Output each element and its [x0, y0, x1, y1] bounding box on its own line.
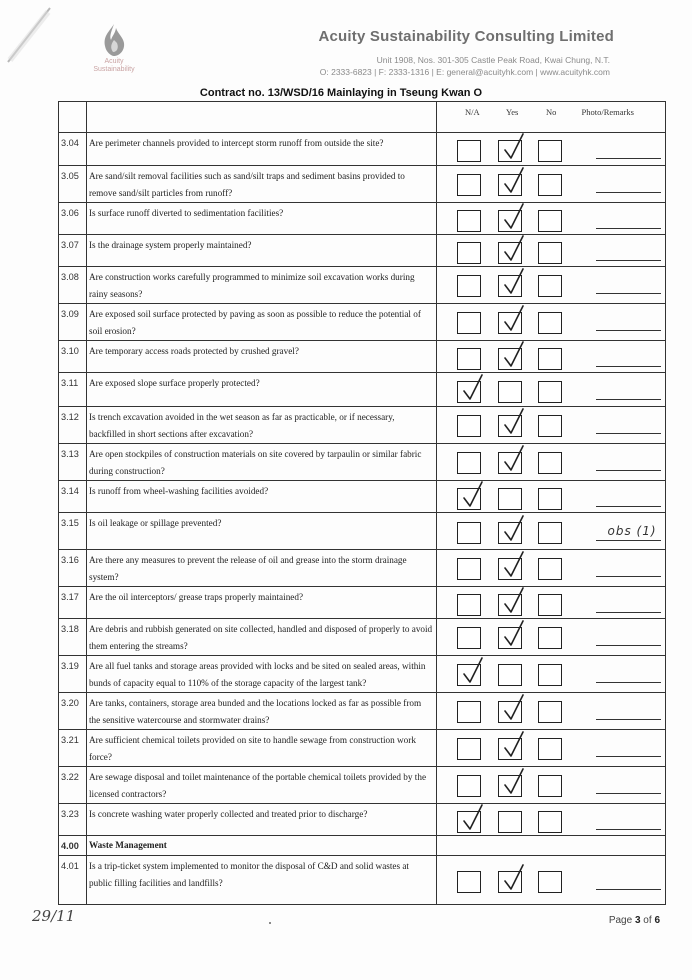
checkbox-na[interactable]: [457, 140, 481, 162]
checkbox-yes[interactable]: [498, 488, 522, 510]
remark-line[interactable]: [596, 366, 662, 367]
answer-checkboxes: [437, 730, 592, 767]
handwritten-date: 29/11: [32, 907, 76, 925]
answer-checkboxes: [437, 513, 592, 550]
tick-mark-icon: [501, 730, 527, 760]
checkbox-no[interactable]: [538, 738, 562, 760]
header-remarks-cell: [581, 102, 666, 133]
item-number: 3.11: [59, 373, 87, 407]
item-question: Are exposed slope surface properly protected?: [87, 373, 437, 407]
tick-mark-icon: [501, 693, 527, 723]
checkbox-na[interactable]: [457, 312, 481, 334]
item-number: 3.19: [59, 656, 87, 693]
logo-text-line-2: Sustainability: [93, 66, 135, 73]
remark-line[interactable]: [596, 433, 662, 434]
table-row: [59, 619, 666, 656]
table-row: [59, 656, 666, 693]
section-title: Waste Management: [87, 836, 437, 856]
item-number: 3.05: [59, 166, 87, 203]
remark-line[interactable]: [596, 470, 662, 471]
answer-checkboxes: [437, 693, 592, 730]
table-row: [59, 235, 666, 267]
item-number: 3.15: [59, 513, 87, 550]
answer-checkboxes: [437, 856, 592, 905]
answer-checkboxes: [437, 166, 592, 203]
tick-mark-icon: [501, 863, 527, 893]
item-number: 3.23: [59, 804, 87, 836]
answer-checkboxes: [437, 550, 592, 587]
answer-checkboxes: [437, 619, 592, 656]
tick-mark-icon: [501, 166, 527, 196]
page-corner-fold-mark: [4, 4, 52, 64]
remark-cell: [592, 587, 666, 619]
checkbox-na[interactable]: [457, 627, 481, 649]
logo-text-line-1: Acuity: [104, 58, 124, 65]
remark-line[interactable]: [596, 719, 662, 720]
checkbox-no[interactable]: [538, 522, 562, 544]
remark-cell: [592, 267, 666, 304]
checkbox-yes[interactable]: [498, 594, 522, 616]
tick-mark-icon: [501, 444, 527, 474]
header-na-label: N/A: [465, 107, 480, 117]
table-row: [59, 133, 666, 166]
section-empty-remark: [592, 836, 666, 856]
checkbox-yes[interactable]: [498, 174, 522, 196]
item-number: 3.09: [59, 304, 87, 341]
handwritten-remark: obs (1): [607, 524, 657, 538]
table-row: [59, 693, 666, 730]
answer-checkboxes: [437, 587, 592, 619]
table-row: [59, 804, 666, 836]
tick-mark-icon: [501, 619, 527, 649]
checkbox-yes[interactable]: [498, 811, 522, 833]
table-row: [59, 407, 666, 444]
remark-cell: [592, 550, 666, 587]
checkbox-no[interactable]: [538, 174, 562, 196]
tick-mark-icon: [501, 514, 527, 544]
remark-line[interactable]: [596, 829, 662, 830]
remark-cell: [592, 407, 666, 444]
checkbox-na[interactable]: [457, 242, 481, 264]
checkbox-no[interactable]: [538, 775, 562, 797]
answer-checkboxes: [437, 304, 592, 341]
page-prefix: Page: [608, 915, 635, 926]
remark-line[interactable]: [596, 293, 662, 294]
answer-checkboxes: [437, 767, 592, 804]
tick-mark-icon: [501, 304, 527, 334]
checkbox-no[interactable]: [538, 415, 562, 437]
remark-cell: [592, 481, 666, 513]
item-number: 3.20: [59, 693, 87, 730]
checkbox-no[interactable]: [538, 381, 562, 403]
checkbox-no[interactable]: [538, 627, 562, 649]
remark-cell: [592, 767, 666, 804]
header-check-cell: [437, 102, 592, 133]
item-question: Is runoff from wheel-washing facilities avoided?: [87, 481, 437, 513]
checklist-table: [58, 101, 666, 905]
item-number: 3.16: [59, 550, 87, 587]
answer-checkboxes: [437, 481, 592, 513]
table-row: [59, 481, 666, 513]
table-row: [59, 767, 666, 804]
table-row: [59, 587, 666, 619]
checkbox-na[interactable]: [457, 275, 481, 297]
remark-cell: [592, 373, 666, 407]
table-row: [59, 513, 666, 550]
checkbox-no[interactable]: [538, 210, 562, 232]
checkbox-no[interactable]: [538, 488, 562, 510]
checkbox-yes[interactable]: [498, 558, 522, 580]
checkbox-na[interactable]: [457, 871, 481, 893]
remark-cell: [592, 804, 666, 836]
remark-line[interactable]: [596, 793, 662, 794]
item-question: Is surface runoff diverted to sedimentation facilities?: [87, 203, 437, 235]
logo-flame-icon: [99, 22, 129, 58]
remark-line[interactable]: [596, 192, 662, 193]
footer-dot: [269, 922, 271, 924]
checkbox-yes[interactable]: [498, 775, 522, 797]
header-no-label: No: [546, 107, 557, 117]
item-question: Are exposed soil surface protected by paving as soon as possible to reduce the potential of soil erosion?: [87, 304, 437, 341]
checkbox-na[interactable]: [457, 210, 481, 232]
checkbox-yes[interactable]: [498, 210, 522, 232]
item-question: Are the oil interceptors/ grease traps properly maintained?: [87, 587, 437, 619]
item-question: Are tanks, containers, storage area bunded and the locations locked as far as possible from the sensitive watercourse and stormwater drains?: [87, 693, 437, 730]
header-no-cell: [59, 102, 87, 133]
remark-cell: [592, 133, 666, 166]
remark-cell: [592, 166, 666, 203]
tick-mark-icon: [501, 407, 527, 437]
table-row: [59, 373, 666, 407]
company-name: Acuity Sustainability Consulting Limited: [318, 28, 614, 45]
item-number: 3.10: [59, 341, 87, 373]
checkbox-na[interactable]: [457, 664, 481, 686]
checkbox-no[interactable]: [538, 664, 562, 686]
answer-checkboxes: [437, 203, 592, 235]
remark-line[interactable]: [596, 682, 662, 683]
checkbox-yes[interactable]: [498, 242, 522, 264]
header-yes-label: Yes: [506, 107, 519, 117]
answer-checkboxes: [437, 804, 592, 836]
remark-line[interactable]: [596, 889, 662, 890]
remark-line[interactable]: [596, 612, 662, 613]
table-row: [59, 166, 666, 203]
answer-checkboxes: [437, 656, 592, 693]
table-row: [59, 730, 666, 767]
item-number: 3.12: [59, 407, 87, 444]
contract-title: Contract no. 13/WSD/16 Mainlaying in Tseung Kwan O: [199, 87, 483, 99]
remark-line[interactable]: [596, 506, 662, 507]
item-number: 3.04: [59, 133, 87, 166]
header-question-cell: [87, 102, 437, 133]
remark-cell: [592, 856, 666, 905]
item-question: Are sand/silt removal facilities such as sand/silt traps and sediment basins provided to remove sand/silt particles from runoff?: [87, 166, 437, 203]
checkbox-na[interactable]: [457, 775, 481, 797]
answer-checkboxes: [437, 133, 592, 166]
checkbox-yes[interactable]: [498, 738, 522, 760]
page-number: [560, 915, 660, 926]
checkbox-yes[interactable]: [498, 627, 522, 649]
remark-line[interactable]: [596, 645, 662, 646]
tick-mark-icon: [501, 234, 527, 264]
checkbox-na[interactable]: [457, 452, 481, 474]
tick-mark-icon: [501, 340, 527, 370]
item-question: Are open stockpiles of construction materials on site covered by tarpaulin or similar fabric during construction?: [87, 444, 437, 481]
checkbox-no[interactable]: [538, 701, 562, 723]
remark-line[interactable]: [596, 260, 662, 261]
item-question: Are construction works carefully programmed to minimize soil excavation works during rainy seasons?: [87, 267, 437, 304]
remark-line[interactable]: [596, 158, 662, 159]
checkbox-na[interactable]: [457, 701, 481, 723]
checkbox-yes[interactable]: [498, 701, 522, 723]
section-row: [59, 836, 666, 856]
checkbox-no[interactable]: [538, 871, 562, 893]
remark-line[interactable]: [596, 756, 662, 757]
item-question: Are perimeter channels provided to intercept storm runoff from outside the site?: [87, 133, 437, 166]
answer-checkboxes: [437, 373, 592, 407]
table-row: [59, 550, 666, 587]
checkbox-yes[interactable]: [498, 312, 522, 334]
section-empty-cell: [437, 836, 592, 856]
remark-cell: [592, 656, 666, 693]
tick-mark-icon: [501, 132, 527, 162]
item-number: 3.06: [59, 203, 87, 235]
answer-checkboxes: [437, 407, 592, 444]
checkbox-na[interactable]: [457, 811, 481, 833]
tick-mark-icon: [501, 767, 527, 797]
answer-checkboxes: [437, 341, 592, 373]
item-number: 3.17: [59, 587, 87, 619]
item-question: Are debris and rubbish generated on site collected, handled and disposed of properly to avoid them entering the streams?: [87, 619, 437, 656]
item-question: Are there any measures to prevent the release of oil and grease into the storm drainage system?: [87, 550, 437, 587]
checkbox-no[interactable]: [538, 558, 562, 580]
checkbox-yes[interactable]: [498, 275, 522, 297]
checkbox-yes[interactable]: [498, 452, 522, 474]
checkbox-yes[interactable]: [498, 871, 522, 893]
table-row: [59, 267, 666, 304]
item-number: 3.08: [59, 267, 87, 304]
company-logo: [86, 22, 142, 82]
remark-cell: [592, 619, 666, 656]
tick-mark-icon: [460, 656, 486, 686]
remark-cell: [592, 513, 666, 550]
answer-checkboxes: [437, 444, 592, 481]
table-row: [59, 341, 666, 373]
item-question: Is concrete washing water properly collected and treated prior to discharge?: [87, 804, 437, 836]
checkbox-no[interactable]: [538, 242, 562, 264]
tick-mark-icon: [460, 373, 486, 403]
checkbox-yes[interactable]: [498, 381, 522, 403]
item-number: 3.13: [59, 444, 87, 481]
answer-checkboxes: [437, 267, 592, 304]
table-header-row: [59, 102, 666, 133]
checkbox-na[interactable]: [457, 738, 481, 760]
checkbox-na[interactable]: [457, 381, 481, 403]
header-remarks-label: Photo/Remarks: [581, 107, 634, 117]
remark-line[interactable]: [596, 330, 662, 331]
remark-cell: [592, 693, 666, 730]
company-contact: O: 2333-6823 | F: 2333-1316 | E: general@acuityhk.com | www.acuityhk.com: [319, 67, 610, 77]
checkbox-no[interactable]: [538, 348, 562, 370]
remark-line[interactable]: [596, 228, 662, 229]
checkbox-no[interactable]: [538, 811, 562, 833]
item-number: 3.21: [59, 730, 87, 767]
item-question: Are sufficient chemical toilets provided on site to handle sewage from construction work force?: [87, 730, 437, 767]
tick-mark-icon: [501, 550, 527, 580]
remark-cell: [592, 203, 666, 235]
checkbox-na[interactable]: [457, 348, 481, 370]
checkbox-yes[interactable]: [498, 664, 522, 686]
item-number: 3.22: [59, 767, 87, 804]
tick-mark-icon: [501, 586, 527, 616]
tick-mark-icon: [460, 480, 486, 510]
item-number: 3.14: [59, 481, 87, 513]
checkbox-na[interactable]: [457, 558, 481, 580]
checkbox-yes[interactable]: [498, 415, 522, 437]
table-row: [59, 304, 666, 341]
checkbox-no[interactable]: [538, 594, 562, 616]
item-question: Are temporary access roads protected by crushed gravel?: [87, 341, 437, 373]
remark-cell: [592, 304, 666, 341]
company-address: Unit 1908, Nos. 301-305 Castle Peak Road, Kwai Chung, N.T.: [376, 55, 610, 65]
checkbox-na[interactable]: [457, 488, 481, 510]
page-current: 3: [634, 915, 641, 926]
checkbox-na[interactable]: [457, 415, 481, 437]
page-total: 6: [654, 915, 660, 926]
remark-cell: [592, 341, 666, 373]
tick-mark-icon: [501, 267, 527, 297]
item-question: Is trench excavation avoided in the wet season as far as practicable, or if necessary, backfilled in short sections after excavation?: [87, 407, 437, 444]
item-question: Is oil leakage or spillage prevented?: [87, 513, 437, 550]
item-number: 3.07: [59, 235, 87, 267]
table-row: [59, 856, 666, 905]
remark-line[interactable]: [596, 399, 662, 400]
item-question: Are all fuel tanks and storage areas provided with locks and be sited on sealed areas, within bunds of capacity equal to 110% of the storage capacity of the largest tank?: [87, 656, 437, 693]
checkbox-no[interactable]: [538, 140, 562, 162]
tick-mark-icon: [501, 202, 527, 232]
answer-checkboxes: [437, 235, 592, 267]
remark-cell: [592, 235, 666, 267]
item-question: Is a trip-ticket system implemented to monitor the disposal of C&D and solid wastes at public filling facilities and landfills?: [87, 856, 437, 905]
checkbox-no[interactable]: [538, 312, 562, 334]
checkbox-na[interactable]: [457, 594, 481, 616]
table-row: [59, 203, 666, 235]
remark-cell: [592, 444, 666, 481]
section-number: 4.00: [59, 836, 87, 856]
checkbox-yes[interactable]: [498, 522, 522, 544]
page-of: of: [640, 915, 655, 926]
item-question: Is the drainage system properly maintained?: [87, 235, 437, 267]
checkbox-yes[interactable]: [498, 348, 522, 370]
remark-line[interactable]: [596, 576, 662, 577]
checkbox-na[interactable]: [457, 174, 481, 196]
checkbox-no[interactable]: [538, 275, 562, 297]
checkbox-no[interactable]: [538, 452, 562, 474]
table-row: [59, 444, 666, 481]
item-question: Are sewage disposal and toilet maintenance of the portable chemical toilets provided by the licensed contractors?: [87, 767, 437, 804]
remark-line[interactable]: [596, 540, 662, 541]
remark-cell: [592, 730, 666, 767]
tick-mark-icon: [460, 803, 486, 833]
checkbox-na[interactable]: [457, 522, 481, 544]
item-number: 4.01: [59, 856, 87, 905]
checkbox-yes[interactable]: [498, 140, 522, 162]
item-number: 3.18: [59, 619, 87, 656]
